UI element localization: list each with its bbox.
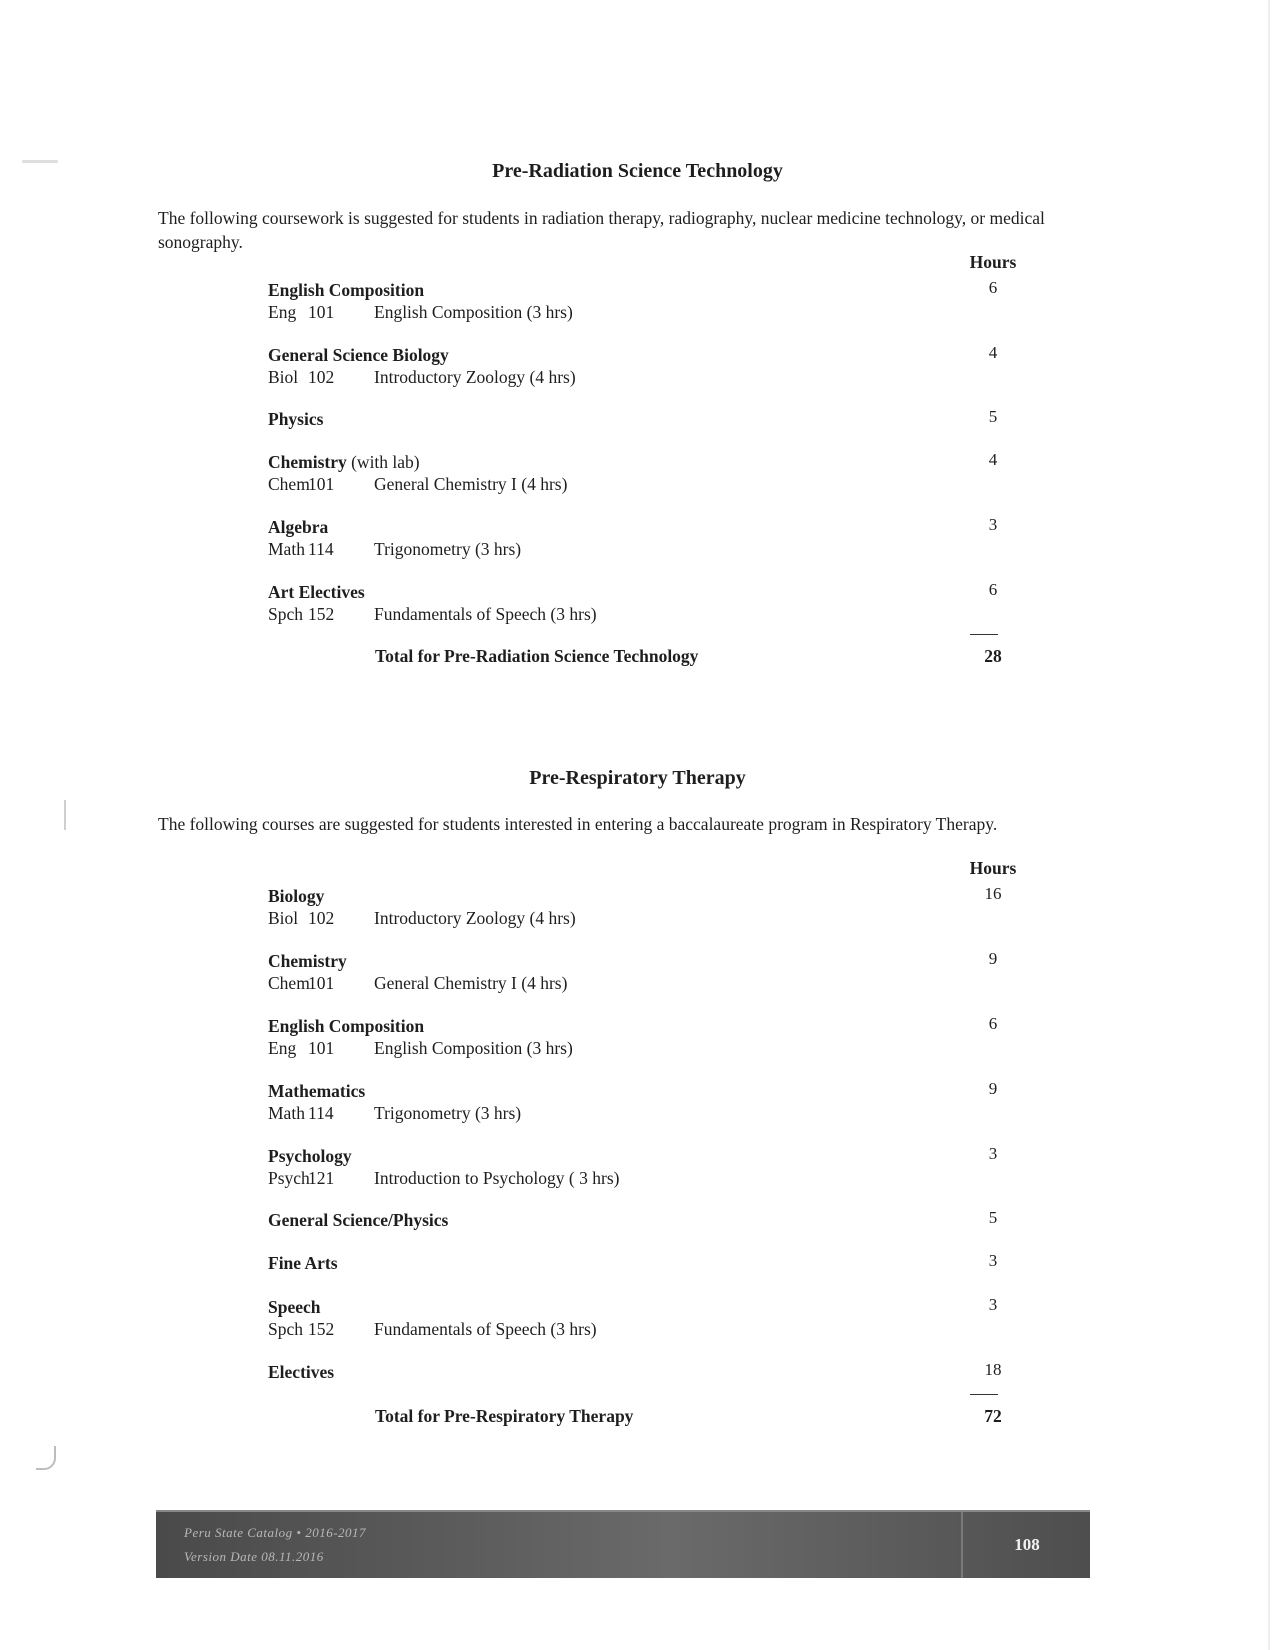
group-hours: 4 [988,343,998,362]
course-name: Introductory Zoology (4 hrs) [374,367,576,387]
course-group [0,1016,1275,1066]
scan-artifact [36,1446,56,1470]
group-title: Mathematics [268,1081,366,1101]
group-title: English Composition [268,1016,425,1036]
total-label: Total for Pre-Respiratory Therapy [375,1406,634,1426]
group-hours: 16 [984,884,1002,903]
course-number: 114 [308,539,334,559]
course-number: 114 [308,1103,334,1123]
scan-artifact [64,800,66,830]
course-dept: Eng [268,302,297,322]
course-number: 152 [308,1319,335,1339]
course-name: Introductory Zoology (4 hrs) [374,908,576,928]
group-title: Art Electives [268,582,365,602]
group-title: Biology [268,886,325,906]
group-hours: 3 [988,1144,998,1163]
group-title: Psychology [268,1146,352,1166]
group-title: English Composition [268,280,425,300]
course-dept: Chem [268,973,310,993]
course-name: Fundamentals of Speech (3 hrs) [374,604,597,624]
group-hours: 5 [988,407,998,426]
group-hours: 18 [984,1360,1002,1379]
course-name: Trigonometry (3 hrs) [374,1103,522,1123]
course-dept: Eng [268,1038,297,1058]
section-title-pre-respiratory: Pre-Respiratory Therapy [529,767,746,789]
course-number: 102 [308,908,335,928]
course-number: 101 [308,973,335,993]
course-group [0,517,1275,567]
group-title [268,452,420,473]
course-group [0,1362,1275,1412]
total-row [0,646,1275,676]
group-title: Speech [268,1297,321,1317]
course-group [0,951,1275,1001]
group-title: Chemistry [268,951,347,971]
group-title: General Science Biology [268,345,449,365]
course-name: General Chemistry I (4 hrs) [374,973,568,993]
course-line [268,302,968,323]
course-group [0,1297,1275,1347]
course-dept: Math [268,1103,305,1123]
course-line [268,1168,968,1189]
total-rule [970,634,998,635]
footer-catalog: Peru State Catalog • 2016-2017 [184,1525,367,1540]
course-number: 101 [308,1038,335,1058]
course-group [0,280,1275,330]
course-number: 101 [308,474,335,494]
group-note: (with lab) [346,452,420,472]
course-name: Introduction to Psychology ( 3 hrs) [374,1168,620,1188]
course-number: 101 [308,302,335,322]
total-row [0,1406,1275,1436]
course-line [268,474,968,495]
course-group [0,886,1275,936]
course-group [0,1253,1275,1303]
group-title: Physics [268,409,324,429]
course-name: Trigonometry (3 hrs) [374,539,522,559]
hours-header: Hours [969,858,1017,878]
course-line [268,604,968,625]
course-number: 152 [308,604,335,624]
course-dept: Chem [268,474,310,494]
total-label: Total for Pre-Radiation Science Technology [375,646,699,666]
group-hours: 5 [988,1208,998,1227]
page-footer [156,1510,1090,1578]
course-line [268,1103,968,1124]
course-name: English Composition (3 hrs) [374,1038,573,1058]
course-line [268,539,968,560]
course-line [268,1319,968,1340]
course-dept: Biol [268,908,299,928]
group-title: Fine Arts [268,1253,338,1273]
course-group [0,1081,1275,1131]
group-hours: 9 [988,949,998,968]
course-dept: Math [268,539,305,559]
course-name: Fundamentals of Speech (3 hrs) [374,1319,597,1339]
total-value: 72 [984,1406,1002,1426]
course-line [268,973,968,994]
course-group [0,345,1275,395]
course-name: English Composition (3 hrs) [374,302,573,322]
course-group [0,452,1275,502]
course-dept: Spch [268,1319,303,1339]
course-number: 121 [308,1168,335,1188]
course-line [268,908,968,929]
course-dept: Psych [268,1168,310,1188]
section-title-pre-radiation: Pre-Radiation Science Technology [492,160,783,182]
group-hours: 9 [988,1079,998,1098]
group-hours: 4 [988,450,998,469]
course-line [268,1038,968,1059]
course-number: 102 [308,367,335,387]
footer-version-date: Version Date 08.11.2016 [184,1549,324,1564]
group-hours: 6 [988,1014,998,1033]
group-hours: 6 [988,278,998,297]
total-value: 28 [984,646,1002,666]
group-title: General Science/Physics [268,1210,449,1230]
page-number: 108 [1014,1535,1040,1554]
footer-divider [961,1512,963,1578]
section-intro-pre-radiation: The following coursework is suggested for students in radiation therapy, radiography, nuclear medicine technology, or medical sonography. [158,208,1045,252]
group-hours: 3 [988,515,998,534]
section-intro-pre-respiratory: The following courses are suggested for students interested in entering a baccalaureate program in Respiratory Therapy. [158,814,998,834]
total-rule [970,1394,998,1395]
group-hours: 3 [988,1295,998,1314]
course-dept: Biol [268,367,299,387]
group-title: Electives [268,1362,335,1382]
course-dept: Spch [268,604,303,624]
group-hours: 6 [988,580,998,599]
hours-header: Hours [969,252,1017,272]
group-title-text: Chemistry [268,452,347,472]
course-group [0,582,1275,632]
group-hours: 3 [988,1251,998,1270]
course-name: General Chemistry I (4 hrs) [374,474,568,494]
course-line [268,367,968,388]
course-group [0,1146,1275,1196]
group-title: Algebra [268,517,329,537]
